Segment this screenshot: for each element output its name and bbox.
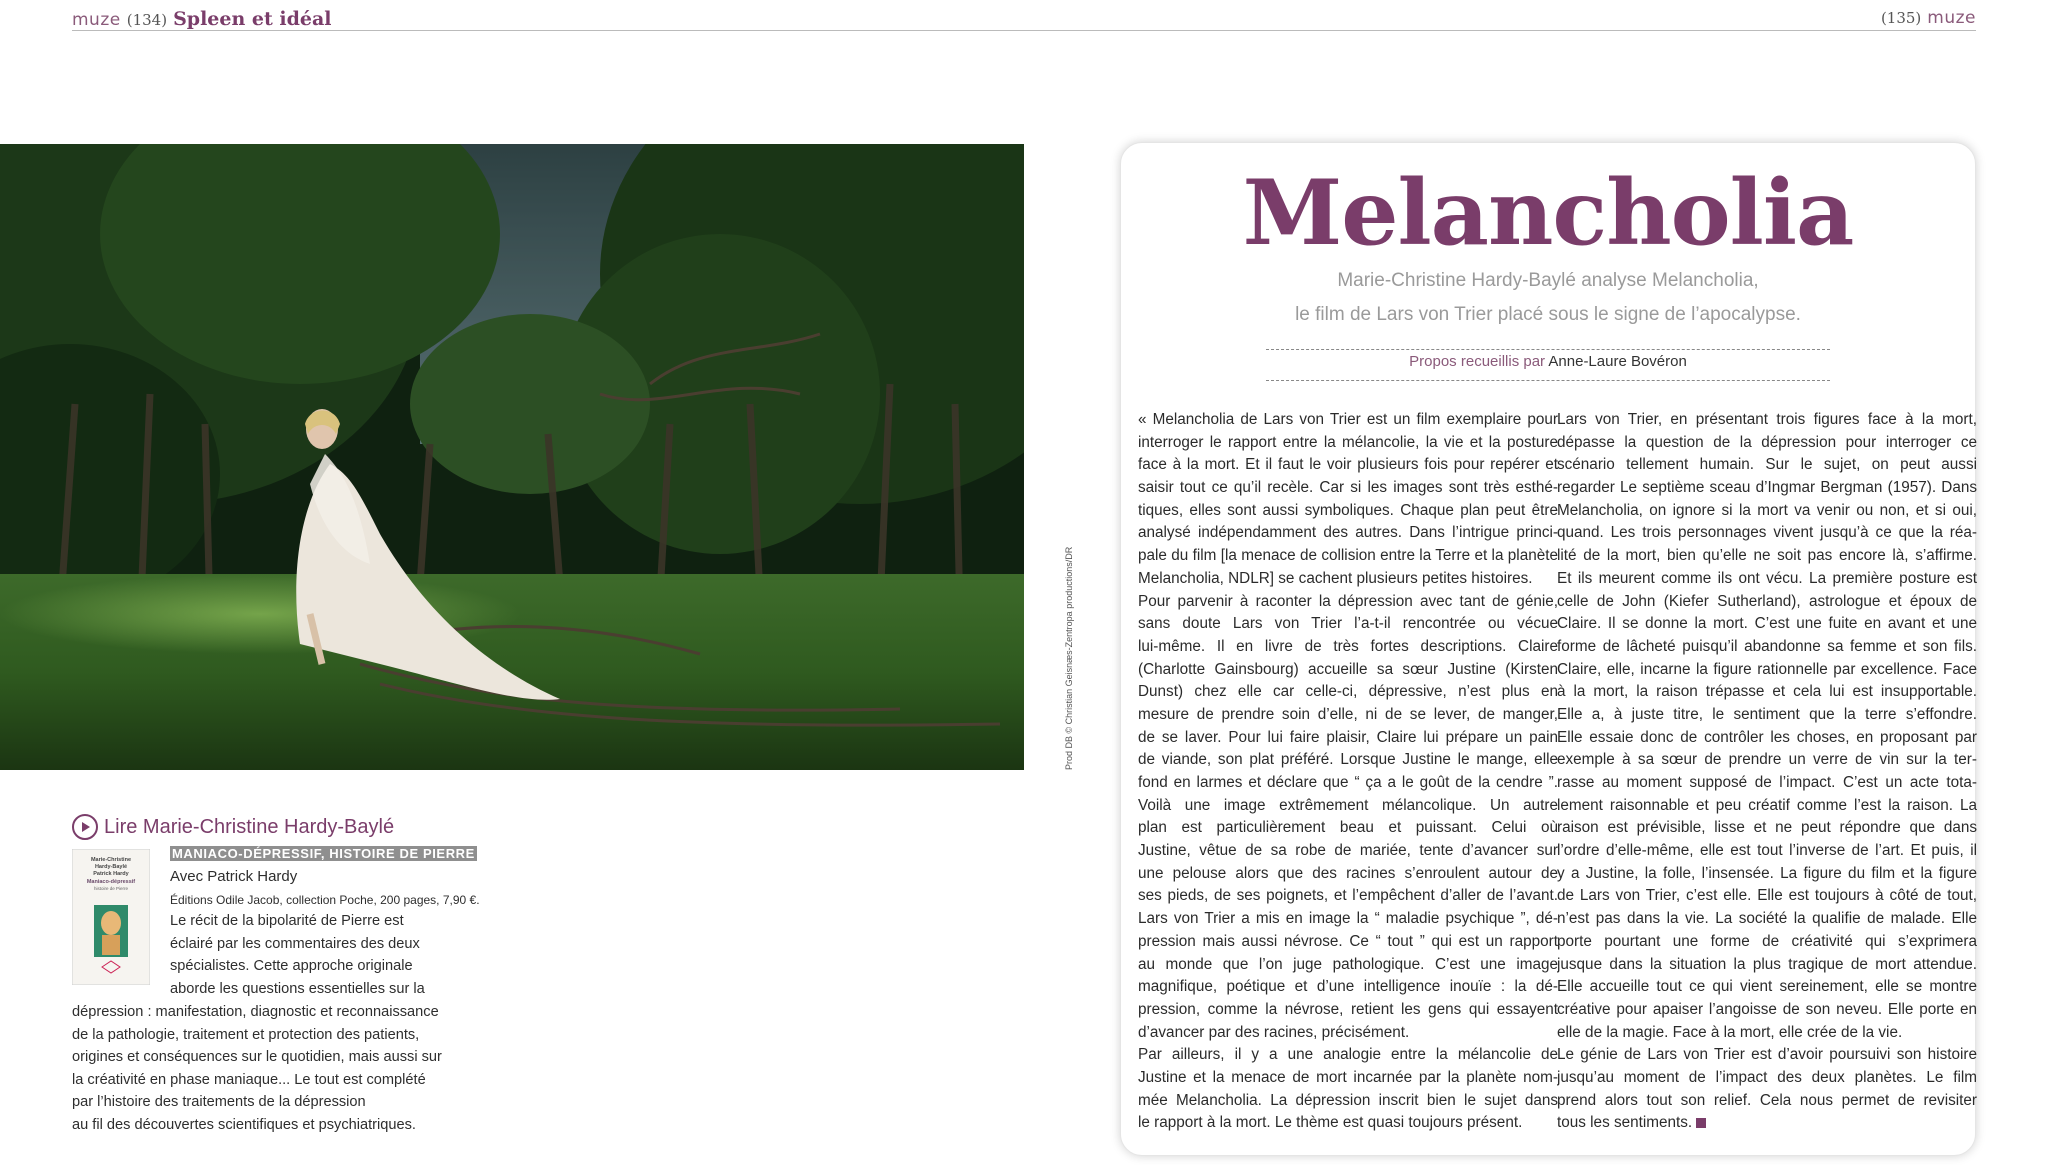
article-line: tiques, elles sont aussi symboliques. Chaque plan peut être [1138,501,1558,519]
article-line: Melancholia, NDLR] se cachent plusieurs petites histoires. [1138,569,1533,587]
article-line: (Charlotte Gainsbourg) accueille sa sœur Justine (Kirsten [1138,660,1558,678]
desc-line: dépression : manifestation, diagnostic et reconnaissance [72,1004,439,1020]
article-line: celle de John (Kiefer Sutherland), astrologue et époux de [1557,592,1977,610]
end-mark-icon [1696,1118,1706,1128]
dashed-divider [1266,380,1830,381]
brand-logo-right: muze [1927,8,1976,28]
book-title: MANIACO-DÉPRESSIF, HISTOIRE DE PIERRE [172,846,475,861]
cover-author-3: Patrick Hardy [93,871,129,877]
article-line: interroger le rapport entre la mélancolie, la vie et la posture [1138,433,1558,451]
article-line: regarder Le septième sceau d’Ingmar Bergman (1957). Dans [1557,479,1977,497]
article-line: lement raisonnable et peu créatif comme l’est la raison. La [1557,796,1977,814]
article-line: mée Melancholia. La dépression inscrit bien le sujet dans [1138,1091,1558,1109]
book-title-line [170,843,477,866]
article-line: l’ordre d’elle-même, elle est tout l’inverse de l’art. Et puis, il [1557,842,1977,860]
article-line: le rapport à la mort. Le thème est quasi toujours présent. [1138,1114,1523,1132]
cover-author-1: Marie-Christine [90,857,132,863]
article-line: jusqu’au moment de l’impact des deux planètes. Le film [1557,1068,1977,1086]
header-rule [72,30,1976,31]
article-line: Dunst) chez elle car celle-ci, dépressive, n’est plus en [1138,683,1558,701]
left-page-number: (134) [126,11,168,29]
article-line: lui-même. Il en livre de très fortes descriptions. Claire [1138,637,1558,655]
book-publisher: Éditions Odile Jacob, collection Poche, 200 pages, 7,90 €. [170,893,480,907]
article-line: Claire. Il se donne la mort. C’est une fuite en avant et une [1557,615,1977,633]
cover-title: Maniaco-dépressif [86,879,136,885]
reading-heading [72,814,394,840]
article-title: Melancholia [1242,160,1854,266]
desc-line: éclairé par les commentaires des deux [170,935,420,952]
brand-logo: muze [72,10,121,30]
article-line: Par ailleurs, il y a une analogie entre la mélancolie de [1138,1046,1558,1064]
article-line: au monde que l’on juge pathologique. C’est une image [1138,955,1558,973]
byline-label: Propos recueillis par [1409,353,1546,370]
article-line: porte pourtant une forme de créativité qui s’exprimera [1557,932,1977,950]
article-line: dépasse la question de la dépression pour interroger ce [1557,433,1977,451]
dashed-divider [1266,349,1830,350]
article-line: forme de lâcheté puisqu’il abandonne sa femme et son fils. [1557,637,1977,655]
article-subtitle-2: le film de Lars von Trier placé sous le signe de l’apocalypse. [1295,304,1801,325]
photo-credit: Prod DB © Christian Geisnæs-Zentropa productions/DR [1064,546,1074,770]
article-line: Le génie de Lars von Trier est d’avoir poursuivi son histoire [1557,1046,1977,1064]
article-line: pale du film [la menace de collision entre la Terre et la planète [1138,547,1558,565]
article-line: scénario tellement humain. Sur le sujet, on peut aussi [1557,456,1977,474]
article-line: tous les sentiments. [1557,1112,1977,1135]
article-line: prend alors tout son relief. Cela nous permet de revisiter [1557,1091,1977,1109]
desc-line: Le récit de la bipolarité de Pierre est [170,913,404,929]
article-line: ses pieds, de ses poignets, et l’empêchent d’aller de l’avant. [1138,887,1558,905]
article-line: analysé indépendamment des autres. Dans l’intrigue princi- [1138,524,1558,542]
article-line: une pelouse alors que des racines s’enroulent autour de [1138,864,1558,882]
article-line: Justine, vêtue de sa robe de mariée, tente d’avancer sur [1138,842,1558,860]
article-line: fond en larmes et déclare que “ ça a le goût de la cendre ”. [1138,774,1558,791]
article-subtitle-1: Marie-Christine Hardy-Baylé analyse Melancholia, [1337,270,1759,291]
article-line: Voilà une image extrêmement mélancolique. Un autre [1138,796,1558,814]
desc-line: spécialistes. Cette approche originale [170,958,413,975]
book-description [72,1001,442,1137]
article-line: à la mort, la raison trépasse et cela lui est insupportable. [1557,683,1977,701]
article-line: Justine et la menace de mort incarnée par la planète nom- [1138,1068,1558,1086]
cover-subtitle: histoire de Pierre [93,886,129,891]
section-title: Spleen et idéal [173,8,332,30]
book-description-inset [170,910,425,1000]
desc-line: la créativité en phase maniaque... Le tout est complété [72,1071,426,1088]
article-line: Melancholia, on ignore si la mort va venir ou non, et si oui, [1557,501,1977,519]
article-line: jusque dans la situation la plus tragique de mort attendue. [1557,955,1977,973]
article-line: Claire, elle, incarne la figure rationnelle par excellence. Face [1557,660,1977,678]
article-line: sans doute Lars von Trier l’a-t-il rencontrée ou vécue [1138,615,1558,633]
article-line: raison est prévisible, lisse et ne peut répondre que dans [1557,819,1977,837]
byline-name: Anne-Laure Bovéron [1548,353,1687,370]
article-line: Lars von Trier a mis en image la “ maladie psychique ”, dé- [1138,910,1558,928]
article-line: pression mais aussi névrose. Ce “ tout ” qui est un rapport [1138,932,1558,950]
article-line: elle de la magie. Face à la mort, elle crée de la vie. [1557,1023,1903,1041]
book-cover-image [72,849,150,985]
cover-author-2: Hardy-Baylé [94,864,128,870]
article-line: exemple à sa sœur de prendre un verre de vin sur la ter- [1557,751,1977,769]
article-line: d’avancer par des racines, précisément. [1138,1023,1410,1041]
article-line: créative pour apaiser l’angoisse de son neveu. Elle porte en [1557,1000,1977,1018]
article-line: lité de la mort, bien qu’elle ne soit pas encore là, s’affirme. [1557,547,1977,565]
desc-line: au fil des découvertes scientifiques et psychiatriques. [72,1116,416,1133]
article-line: mesure de prendre soin d’elle, ni de se lever, de manger, [1138,705,1558,723]
article-line: de viande, son plat préféré. Lorsque Justine le mange, elle [1138,751,1558,769]
desc-line: aborde les questions essentielles sur la [170,980,425,997]
reading-title: Lire Marie-Christine Hardy-Baylé [104,815,395,838]
article-line: rasse au moment supposé de l’impact. C’est un acte tota- [1557,774,1977,791]
article-line: Pour parvenir à raconter la dépression avec tant de génie, [1138,592,1558,610]
article-line: y a Justine, la folle, l’insensée. La figure du film et la figure [1557,864,1977,882]
article-column-1 [1138,409,1558,1135]
book-author: Avec Patrick Hardy [170,868,298,885]
article-line: pression, comme la névrose, retient les gens qui essayent [1138,1000,1558,1018]
article-line: magnifique, poétique et d’une intelligence inouïe : la dé- [1138,978,1558,996]
play-icon [72,814,98,840]
article-line: de se laver. Pour lui faire plaisir, Claire lui prépare un pain [1138,728,1558,746]
desc-line: par l’histoire des traitements de la dépression [72,1094,366,1111]
desc-line: de la pathologie, traitement et protection des patients, [72,1026,420,1043]
article-line: quand. Les trois personnages vivent jusqu’à ce que la réa- [1557,524,1977,542]
left-page-header [72,8,332,30]
desc-line: origines et conséquences sur le quotidien, mais aussi sur [72,1049,442,1066]
right-page-number: (135) [1880,9,1922,27]
article-line: n’est pas dans la vie. La société la qualifie de malade. Elle [1557,910,1977,928]
article-line: Elle essaie donc de contrôler les choses, en proposant par [1557,728,1977,746]
article-line: Lars von Trier, en présentant trois figures face à la mort, [1557,411,1977,428]
right-page-header [1875,8,1976,28]
article-line: Elle accueille tout ce qui vient sereinement, elle se montre [1557,978,1977,996]
bride-in-forest-photo [0,144,1024,770]
article-line: Elle a, à juste titre, le sentiment que la terre s’effondre. [1557,705,1977,723]
article-line: « Melancholia de Lars von Trier est un film exemplaire pour [1138,411,1558,428]
article-line: plan est particulièrement beau et puissant. Celui où [1138,819,1558,837]
article-line: de Lars von Trier, c’est elle. Elle est toujours à côté de tout, [1557,887,1977,905]
article-line: face à la mort. Et il faut le voir plusieurs fois pour repérer et [1138,456,1558,474]
byline [1120,353,1976,370]
article-line: Et ils meurent comme ils ont vécu. La première posture est [1557,569,1977,587]
article-line: saisir tout ce qu’il recèle. Car si les images sont très esthé- [1138,479,1558,497]
article-column-2 [1557,409,1977,1135]
